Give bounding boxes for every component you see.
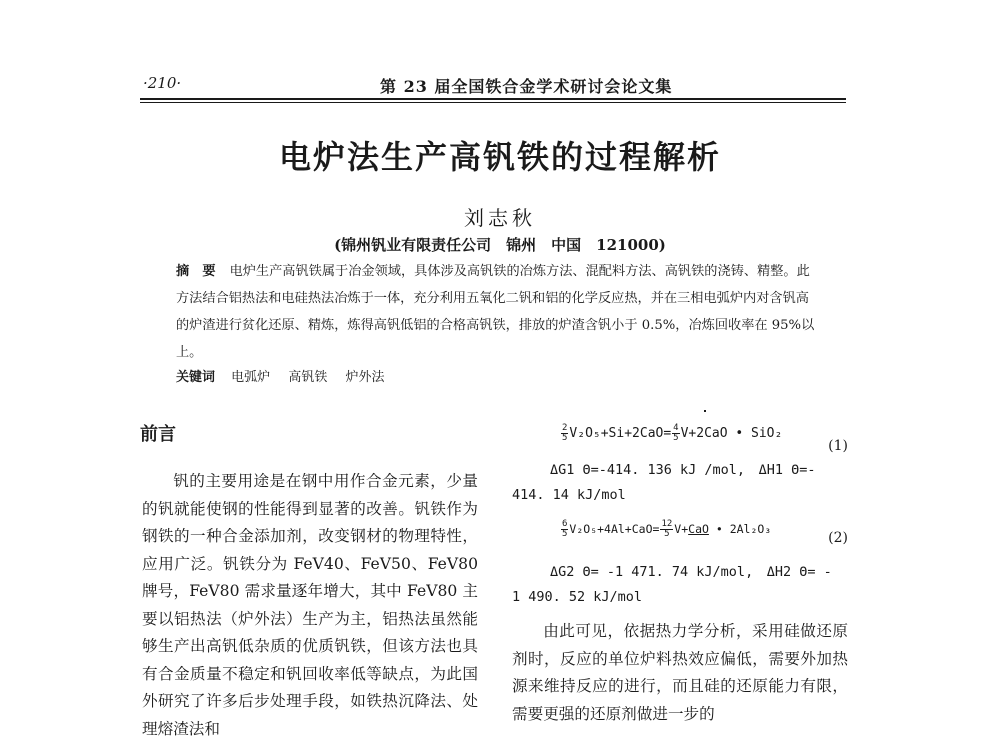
keyword: 电弧炉 xyxy=(231,370,271,385)
equation-1 xyxy=(512,418,848,458)
keyword: 炉外法 xyxy=(345,370,385,385)
print-speck xyxy=(704,410,706,412)
keywords-label: 关键词 xyxy=(176,370,216,385)
left-column xyxy=(142,468,478,743)
author-affiliation: (锦州钒业有限责任公司 锦州 中国 121000) xyxy=(334,236,666,254)
intro-paragraph: 钒的主要用途是在钢中用作合金元素，少量的钒就能使钢的性能得到显著的改善。钒铁作为钢铁的一种合金添加剂，改变钢材的物理特性，应用广泛。钒铁分为 FeV40、FeV50、FeV80 牌号，FeV80 需求量逐年增大，其中 FeV80 主要以铝热法（炉外法）生产为主，铝热法虽然能够生产出高钒低杂质的优质钒铁，但该方法也具有合金质量不稳定和钒回收率低等缺点，为此国外研究了许多后步处理手段，如铁热沉降法、处理熔渣法和 xyxy=(142,472,478,738)
fraction: $\frac{6}{5}$ xyxy=(562,519,568,539)
equation-2 xyxy=(512,508,848,560)
keyword: 高钒铁 xyxy=(288,370,328,385)
running-title: 第 23 届全国铁合金学术研讨会论文集 xyxy=(380,77,673,96)
equation-1-expression: $\frac{2}{5}$ V₂O₅+Si+2CaO= $\frac{4}{5}$ V+2CaO • SiO₂ xyxy=(562,423,783,443)
abstract-text: 电炉生产高钒铁属于冶金领域，具体涉及高钒铁的冶炼方法、混配料方法、高钒铁的浇铸、精整。此方法结合铝热法和电硅热法冶炼于一体，充分利用五氧化二钒和铝的化学反应热，并在三相电弧炉内对含钒高的炉渣进行贫化还原、精炼，炼得高钒低铝的合格高钒铁，排放的炉渣含钒小于 0.5%，冶炼回收率在 95%以上。 xyxy=(176,264,815,360)
page-number: ·210· xyxy=(143,74,182,92)
fraction: $\frac{12}{5}$ xyxy=(661,519,673,539)
right-column xyxy=(512,418,848,728)
fraction: $\frac{2}{5}$ xyxy=(562,423,568,443)
conclusion-paragraph: 由此可见，依据热力学分析，采用硅做还原剂时，反应的单位炉料热效应偏低，需要外加热源来维持反应的进行，而且硅的还原能力有限，需要更强的还原剂做进一步的 xyxy=(512,622,848,723)
author-name: 刘志秋 xyxy=(464,206,536,230)
section-heading: 前言 xyxy=(140,424,176,445)
equation-1-thermo: ΔG1 Θ=-414. 136 kJ /mol, ΔH1 Θ=- 414. 14 kJ/mol xyxy=(512,462,816,503)
header-rule-thick xyxy=(140,98,846,100)
paper-title: 电炉法生产高钒铁的过程解析 xyxy=(278,138,721,176)
keywords xyxy=(176,366,398,385)
abstract xyxy=(176,258,816,366)
header-rule-thin xyxy=(140,102,846,103)
fraction: $\frac{4}{5}$ xyxy=(673,423,679,443)
equation-1-number: (1) xyxy=(828,438,848,454)
equation-2-thermo: ΔG2 Θ= -1 471. 74 kJ/mol, ΔH2 Θ= - 1 490. 52 kJ/mol xyxy=(512,564,832,605)
abstract-label: 摘 要 xyxy=(176,264,216,279)
equation-2-number: (2) xyxy=(828,530,848,546)
equation-2-expression: $\frac{6}{5}$ V₂O₅+4Al+CaO= $\frac{12}{5}$ V+CaO • 2Al₂O₃ xyxy=(562,519,772,539)
